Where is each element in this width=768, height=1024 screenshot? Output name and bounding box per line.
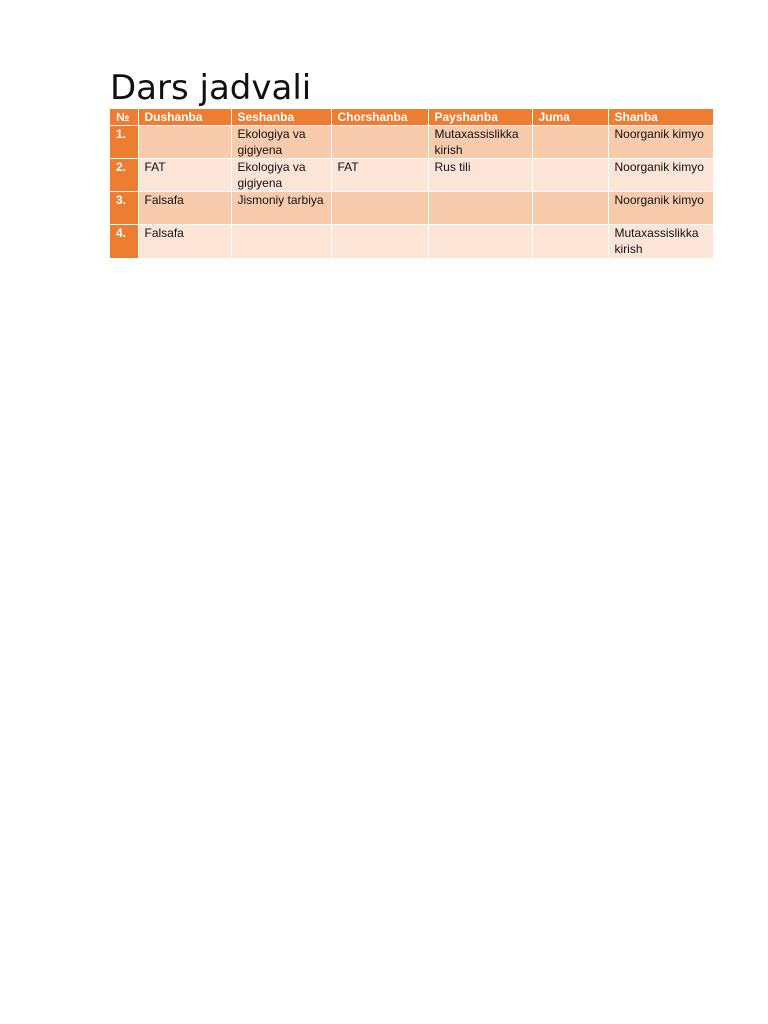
table-cell-payshanba xyxy=(428,225,532,258)
table-row xyxy=(110,192,713,225)
table-row xyxy=(110,126,713,159)
table-cell-payshanba: Rus tili xyxy=(428,159,532,192)
table-row xyxy=(110,159,713,192)
table-cell-dushanba: FAT xyxy=(138,159,231,192)
schedule-table xyxy=(110,109,713,258)
table-cell-seshanba: Ekologiya va gigiyena xyxy=(231,159,331,192)
column-header-payshanba: Payshanba xyxy=(428,109,532,126)
table-cell-shanba: Noorganik kimyo xyxy=(608,192,713,225)
table-cell-juma xyxy=(532,159,608,192)
row-number-cell: 1. xyxy=(110,126,138,159)
table-cell-dushanba xyxy=(138,126,231,159)
table-cell-chorshanba xyxy=(331,192,428,225)
table-cell-chorshanba: FAT xyxy=(331,159,428,192)
column-header-shanba: Shanba xyxy=(608,109,713,126)
table-cell-dushanba: Falsafa xyxy=(138,225,231,258)
table-cell-seshanba: Jismoniy tarbiya xyxy=(231,192,331,225)
page-title: Dars jadvali xyxy=(110,68,312,108)
row-number-cell: 4. xyxy=(110,225,138,258)
table-cell-payshanba: Mutaxassislikka kirish xyxy=(428,126,532,159)
table-cell-chorshanba xyxy=(331,126,428,159)
column-header-dushanba: Dushanba xyxy=(138,109,231,126)
table-cell-shanba: Mutaxassislikka kirish xyxy=(608,225,713,258)
column-header-number: № xyxy=(110,109,138,126)
table-cell-juma xyxy=(532,192,608,225)
table-row xyxy=(110,225,713,258)
column-header-juma: Juma xyxy=(532,109,608,126)
row-number-cell: 2. xyxy=(110,159,138,192)
table-cell-payshanba xyxy=(428,192,532,225)
column-header-seshanba: Seshanba xyxy=(231,109,331,126)
column-header-chorshanba: Chorshanba xyxy=(331,109,428,126)
table-cell-shanba: Noorganik kimyo xyxy=(608,126,713,159)
row-number-cell: 3. xyxy=(110,192,138,225)
table-cell-chorshanba xyxy=(331,225,428,258)
table-header-row xyxy=(110,109,713,126)
table-cell-juma xyxy=(532,225,608,258)
table-cell-shanba: Noorganik kimyo xyxy=(608,159,713,192)
table-cell-dushanba: Falsafa xyxy=(138,192,231,225)
table-cell-juma xyxy=(532,126,608,159)
table-cell-seshanba xyxy=(231,225,331,258)
table-cell-seshanba: Ekologiya va gigiyena xyxy=(231,126,331,159)
